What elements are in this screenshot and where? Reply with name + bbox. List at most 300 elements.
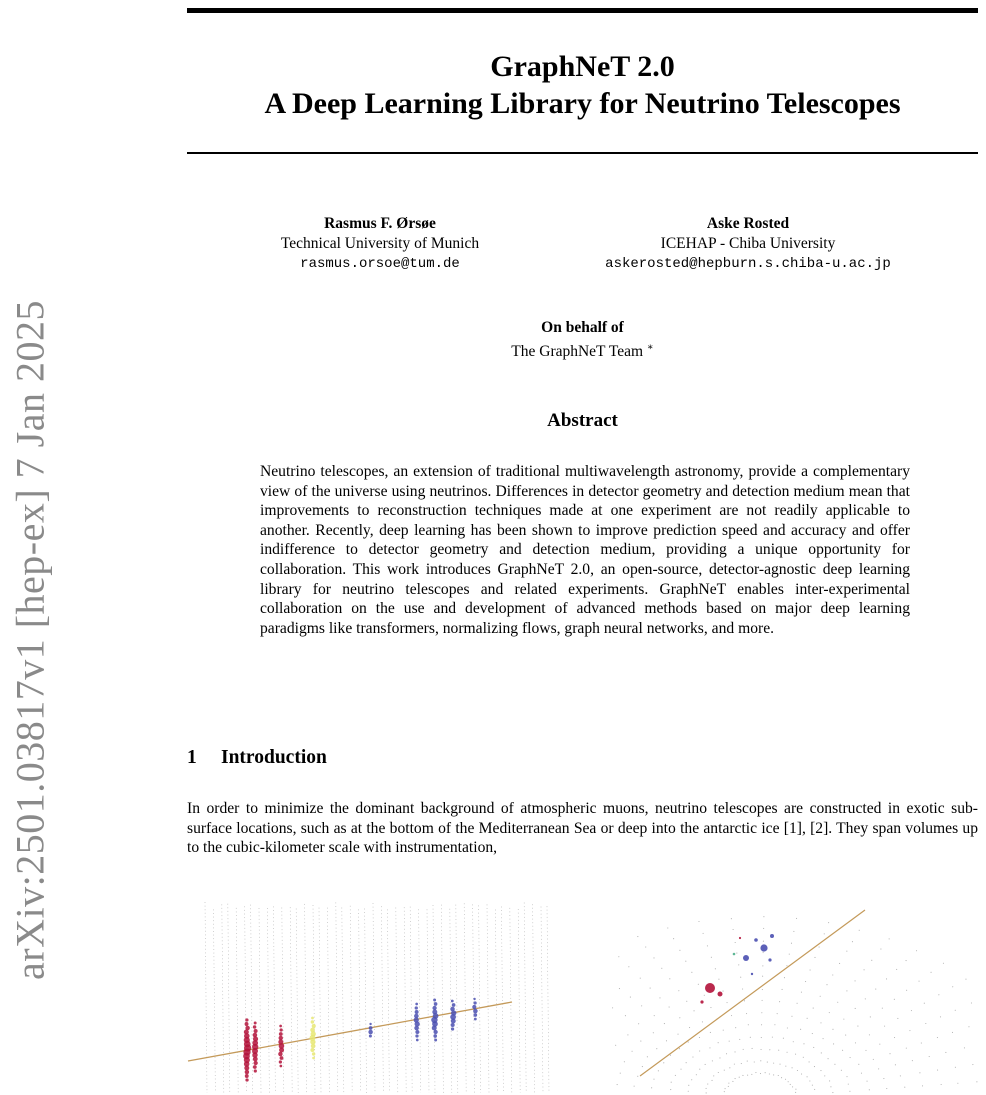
event-display-top-view — [610, 898, 985, 1095]
author-affiliation: Technical University of Munich — [280, 235, 480, 252]
dom-hit — [700, 1000, 703, 1003]
dom-point — [955, 1067, 956, 1068]
dom-point — [793, 1041, 794, 1042]
dom-point — [791, 943, 792, 944]
dom-point — [940, 1016, 941, 1017]
detector-string — [336, 902, 338, 1093]
dom-point — [792, 1086, 793, 1087]
dom-point — [782, 989, 783, 990]
dom-point — [795, 1089, 796, 1090]
dom-point — [724, 1091, 725, 1092]
dom-point — [760, 1073, 761, 1074]
dom-point — [728, 1086, 729, 1087]
dom-point — [715, 968, 716, 969]
dom-point — [895, 1064, 896, 1065]
dom-point — [738, 964, 739, 965]
top-rule — [187, 8, 978, 13]
dom-point — [696, 1074, 697, 1075]
dom-point — [679, 1017, 680, 1018]
dom-point — [710, 1007, 711, 1008]
dom-point — [642, 1066, 643, 1067]
dom-hit — [433, 1034, 437, 1038]
dom-point — [706, 1088, 707, 1089]
behalf-team-line — [400, 338, 765, 362]
dom-point — [858, 1064, 859, 1065]
dom-point — [728, 1083, 729, 1084]
dom-point — [826, 984, 827, 985]
dom-point — [859, 930, 860, 931]
detector-string — [228, 904, 230, 1093]
dom-point — [747, 1075, 748, 1076]
dom-point — [767, 1062, 768, 1063]
dom-point — [671, 1082, 672, 1083]
dom-point — [731, 918, 732, 919]
arxiv-identifier: arXiv:2501.03817v1 [hep-ex] 7 Jan 2025 — [7, 300, 53, 980]
dom-point — [731, 1015, 732, 1016]
dom-point — [699, 1069, 700, 1070]
dom-point — [925, 1023, 926, 1024]
detector-string — [342, 907, 344, 1093]
dom-hit — [415, 1010, 419, 1014]
dom-point — [784, 977, 785, 978]
dom-point — [848, 1084, 849, 1085]
detector-string — [547, 906, 549, 1093]
dom-point — [778, 1050, 779, 1051]
dom-point — [760, 1049, 761, 1050]
dom-point — [732, 1081, 733, 1082]
dom-point — [650, 988, 651, 989]
dom-hit — [279, 1032, 283, 1036]
dom-point — [755, 1072, 756, 1073]
dom-point — [751, 1074, 752, 1075]
dom-hit — [311, 1017, 314, 1020]
dom-point — [718, 1042, 719, 1043]
dom-point — [841, 1070, 842, 1071]
dom-hit — [415, 1003, 418, 1006]
dom-point — [879, 1044, 880, 1045]
detector-string — [222, 904, 224, 1093]
dom-point — [725, 1088, 726, 1089]
dom-point — [698, 921, 699, 922]
dom-hit — [451, 1027, 454, 1030]
detector-string — [381, 906, 383, 1093]
dom-point — [735, 1027, 736, 1028]
dom-point — [778, 1075, 779, 1076]
abstract-heading: Abstract — [547, 410, 618, 431]
dom-point — [896, 969, 897, 970]
title-bottom-rule — [187, 152, 978, 154]
dom-point — [703, 933, 704, 934]
author-email: askerosted@hepburn.s.chiba-u.ac.jp — [605, 256, 891, 272]
dom-point — [653, 1032, 654, 1033]
dom-point — [729, 1041, 730, 1042]
footnote-mark: ∗ — [646, 342, 654, 353]
dom-point — [640, 978, 641, 979]
detector-string — [305, 904, 307, 1093]
detector-string — [396, 908, 398, 1093]
detector-string — [327, 908, 329, 1093]
dom-hit — [451, 1023, 455, 1027]
detector-string — [456, 905, 458, 1093]
dom-point — [637, 936, 638, 937]
detector-string — [259, 908, 261, 1093]
dom-point — [709, 1047, 710, 1048]
dom-point — [786, 965, 787, 966]
dom-point — [931, 972, 932, 973]
dom-point — [688, 1042, 689, 1043]
dom-point — [761, 1024, 762, 1025]
detector-string — [501, 906, 503, 1093]
detector-string — [410, 907, 412, 1093]
dom-point — [922, 1085, 923, 1086]
dom-point — [670, 1055, 671, 1056]
dom-point — [773, 1074, 774, 1075]
dom-point — [773, 1063, 774, 1064]
detector-string — [313, 905, 315, 1093]
dom-hit — [433, 1030, 437, 1034]
dom-point — [884, 1026, 885, 1027]
dom-point — [878, 1068, 879, 1069]
dom-point — [820, 996, 821, 997]
dom-hit — [433, 999, 436, 1002]
dom-point — [722, 991, 723, 992]
dom-point — [763, 916, 764, 917]
dom-hit — [705, 983, 715, 993]
dom-point — [921, 1042, 922, 1043]
dom-point — [807, 1076, 808, 1077]
dom-point — [702, 1021, 703, 1022]
dom-point — [774, 1024, 775, 1025]
dom-hit — [432, 1025, 437, 1030]
dom-hit — [253, 1065, 257, 1069]
dom-point — [918, 981, 919, 982]
dom-point — [664, 1023, 665, 1024]
dom-point — [832, 1092, 833, 1093]
dom-point — [742, 988, 743, 989]
dom-hit — [278, 1052, 282, 1056]
dom-point — [678, 990, 679, 991]
dom-hit — [414, 1026, 419, 1031]
dom-point — [912, 1060, 913, 1061]
dom-hit — [754, 938, 758, 942]
dom-point — [810, 970, 811, 971]
dom-point — [846, 951, 847, 952]
dom-point — [857, 1026, 858, 1027]
dom-point — [865, 998, 866, 999]
dom-point — [692, 1056, 693, 1057]
dom-point — [762, 976, 763, 977]
dom-point — [783, 1038, 784, 1039]
dom-point — [845, 1035, 846, 1036]
dom-hit — [245, 1074, 249, 1078]
dom-point — [801, 992, 802, 993]
dom-point — [698, 984, 699, 985]
dom-point — [761, 1012, 762, 1013]
dom-hit — [369, 1026, 373, 1030]
dom-hit — [245, 1022, 249, 1026]
dom-hit — [451, 1000, 454, 1003]
dom-point — [744, 1000, 745, 1001]
dom-point — [653, 1079, 654, 1080]
dom-point — [846, 990, 847, 991]
detector-string — [518, 909, 520, 1093]
detector-string — [487, 904, 489, 1093]
dom-point — [760, 1060, 761, 1061]
dom-point — [620, 1073, 621, 1074]
dom-point — [832, 1029, 833, 1030]
detector-string — [387, 909, 389, 1093]
dom-point — [916, 950, 917, 951]
paper-title — [187, 48, 978, 122]
dom-point — [742, 1075, 743, 1076]
dom-point — [952, 986, 953, 987]
dom-point — [792, 1067, 793, 1068]
dom-point — [651, 1087, 652, 1088]
dom-point — [667, 927, 668, 928]
dom-hit — [733, 953, 736, 956]
dom-point — [627, 1034, 628, 1035]
dom-hit — [739, 937, 741, 939]
dom-point — [669, 1007, 670, 1008]
dom-point — [837, 1002, 838, 1003]
dom-hit — [244, 1065, 249, 1070]
intro-paragraph: In order to minimize the dominant background of atmospheric muons, neutrino telescopes are constructed in exotic sub-surface locations, such as at the bottom of the Mediterranean Sea or deep into the antarctic ice [1], [2]. They span volumes up to the cubic-kilometer scale with instrumentation, — [187, 800, 978, 857]
dom-hit — [312, 1024, 316, 1028]
dom-point — [809, 1061, 810, 1062]
dom-point — [803, 1043, 804, 1044]
dom-hit — [368, 1030, 372, 1034]
dom-point — [734, 1051, 735, 1052]
dom-point — [830, 1086, 831, 1087]
dom-point — [814, 1066, 815, 1067]
dom-point — [617, 1084, 618, 1085]
dom-point — [704, 995, 705, 996]
dom-hit — [310, 1048, 314, 1052]
dom-point — [900, 1075, 901, 1076]
detector-string — [290, 907, 292, 1093]
dom-point — [889, 938, 890, 939]
detector-string — [296, 909, 298, 1093]
dom-hit — [768, 958, 771, 961]
dom-point — [861, 1073, 862, 1074]
team-name: The GraphNeT Team — [511, 343, 644, 361]
detector-string — [319, 908, 321, 1093]
dom-point — [971, 1002, 972, 1003]
abstract-text: Neutrino telescopes, an extension of traditional multiwavelength astronomy, provide a complementary view of the universe using neutrinos. Differences in detector geometry and detection medium mean that improvements to reconstruction techniques made at one experiment are not readily applicable to another. Recently, deep learning has been shown to improve prediction speed and accuracy and offer indifference to detector geometry and detection medium, providing a unique opportunity for collaboration. This work introduces GraphNeT 2.0, an open-source, detector-agnostic deep learning library for neutrino telescopes and related experiments. GraphNeT enables inter-experimental collaboration on the use and development of advanced methods based on major deep learning paradigms like transformers, normalizing flows, graph neural networks, and more. — [260, 463, 910, 637]
dom-hit — [280, 1028, 283, 1031]
dom-point — [866, 1081, 867, 1082]
dom-point — [937, 1037, 938, 1038]
section-title: Introduction — [221, 747, 327, 768]
dom-point — [691, 1079, 692, 1080]
dom-point — [875, 989, 876, 990]
dom-point — [779, 1064, 780, 1065]
dom-point — [762, 989, 763, 990]
dom-point — [654, 1015, 655, 1016]
dom-point — [634, 1086, 635, 1087]
dom-point — [789, 954, 790, 955]
dom-point — [785, 1079, 786, 1080]
dom-point — [813, 1008, 814, 1009]
dom-point — [688, 1091, 689, 1092]
dom-point — [673, 938, 674, 939]
dom-point — [746, 1013, 747, 1014]
event-display-figures — [185, 898, 985, 1095]
dom-point — [618, 956, 619, 957]
dom-point — [803, 1057, 804, 1058]
dom-point — [870, 1016, 871, 1017]
behalf-block — [400, 318, 765, 362]
dom-point — [807, 1018, 808, 1019]
dom-hit — [434, 1039, 437, 1042]
detector-string — [236, 908, 238, 1093]
dom-point — [638, 1023, 639, 1024]
dom-hit — [743, 955, 749, 961]
author-name: Aske Rosted — [706, 215, 790, 232]
dom-hit — [416, 1039, 419, 1042]
dom-point — [630, 997, 631, 998]
dom-hit — [473, 1001, 476, 1004]
dom-point — [765, 1072, 766, 1073]
dom-point — [873, 1059, 874, 1060]
dom-point — [691, 972, 692, 973]
dom-point — [712, 1060, 713, 1061]
dom-hit — [279, 1047, 284, 1052]
dom-point — [886, 978, 887, 979]
dom-point — [809, 1080, 810, 1081]
dom-point — [976, 1081, 977, 1082]
dom-point — [957, 1083, 958, 1084]
dom-point — [685, 961, 686, 962]
dom-hit — [415, 1030, 419, 1034]
dom-point — [955, 1010, 956, 1011]
dom-hit — [280, 1065, 283, 1068]
dom-point — [718, 979, 719, 980]
dom-point — [821, 1052, 822, 1053]
dom-point — [724, 1070, 725, 1071]
dom-hit — [434, 1002, 438, 1006]
dom-hit — [718, 992, 723, 997]
dom-point — [686, 1001, 687, 1002]
dom-point — [624, 1061, 625, 1062]
dom-hit — [451, 1019, 456, 1024]
dom-point — [628, 966, 629, 967]
author-block-1 — [230, 214, 530, 274]
dom-point — [894, 1037, 895, 1038]
detector-string — [213, 909, 215, 1093]
dom-point — [637, 1076, 638, 1077]
dom-point — [869, 1089, 870, 1090]
dom-point — [829, 1080, 830, 1081]
dom-point — [653, 957, 654, 958]
dom-hit — [474, 1018, 477, 1021]
dom-point — [769, 1073, 770, 1074]
dom-point — [707, 945, 708, 946]
dom-hit — [751, 973, 753, 975]
dom-point — [707, 1084, 708, 1085]
dom-point — [795, 1054, 796, 1055]
detector-string — [350, 906, 352, 1093]
dom-point — [796, 918, 797, 919]
dom-point — [632, 1051, 633, 1052]
detector-string — [404, 907, 406, 1093]
dom-point — [679, 1048, 680, 1049]
dom-hit — [415, 1034, 418, 1037]
dom-point — [710, 1032, 711, 1033]
dom-point — [820, 1022, 821, 1023]
dom-point — [833, 1043, 834, 1044]
dom-point — [763, 928, 764, 929]
dom-point — [894, 999, 895, 1000]
dom-point — [952, 1032, 953, 1033]
author-block-2 — [548, 214, 948, 274]
dom-point — [805, 981, 806, 982]
dom-point — [793, 931, 794, 932]
dom-point — [812, 1033, 813, 1034]
arxiv-identifier-sidebar — [7, 290, 53, 990]
dom-hit — [312, 1057, 315, 1060]
dom-point — [850, 1057, 851, 1058]
detector-string — [273, 906, 275, 1093]
dom-point — [797, 1003, 798, 1004]
dom-point — [820, 1070, 821, 1071]
dom-point — [615, 1045, 616, 1046]
dom-point — [750, 1037, 751, 1038]
dom-point — [679, 950, 680, 951]
dom-point — [814, 1089, 815, 1090]
dom-point — [968, 1026, 969, 1027]
dom-hit — [369, 1023, 371, 1025]
dom-hit — [253, 1057, 258, 1062]
dom-point — [754, 1061, 755, 1062]
dom-point — [763, 941, 764, 942]
dom-point — [729, 1067, 730, 1068]
dom-point — [842, 1050, 843, 1051]
dom-point — [824, 1075, 825, 1076]
muon-track-line — [188, 1002, 512, 1061]
dom-point — [824, 933, 825, 934]
dom-hit — [253, 1025, 256, 1028]
dom-point — [748, 1024, 749, 1025]
dom-point — [752, 1048, 753, 1049]
dom-point — [735, 942, 736, 943]
dom-point — [739, 1077, 740, 1078]
dom-point — [688, 1085, 689, 1086]
dom-point — [929, 1056, 930, 1057]
detector-string — [373, 903, 375, 1093]
detector-string — [495, 909, 497, 1093]
dom-hit — [245, 1078, 248, 1081]
dom-hit — [452, 1003, 456, 1007]
dom-point — [906, 960, 907, 961]
dom-point — [736, 953, 737, 954]
dom-point — [723, 1030, 724, 1031]
dom-point — [972, 1064, 973, 1065]
dom-point — [787, 1027, 788, 1028]
detector-string — [365, 908, 367, 1093]
dom-point — [834, 1064, 835, 1065]
dom-point — [787, 1052, 788, 1053]
dom-hit — [311, 1020, 314, 1023]
dom-point — [800, 1029, 801, 1030]
dom-point — [645, 946, 646, 947]
dom-hit — [473, 998, 475, 1000]
dom-hit — [473, 1009, 478, 1014]
dom-hit — [770, 934, 774, 938]
dom-point — [823, 1038, 824, 1039]
dom-point — [904, 1087, 905, 1088]
dom-point — [777, 1013, 778, 1014]
